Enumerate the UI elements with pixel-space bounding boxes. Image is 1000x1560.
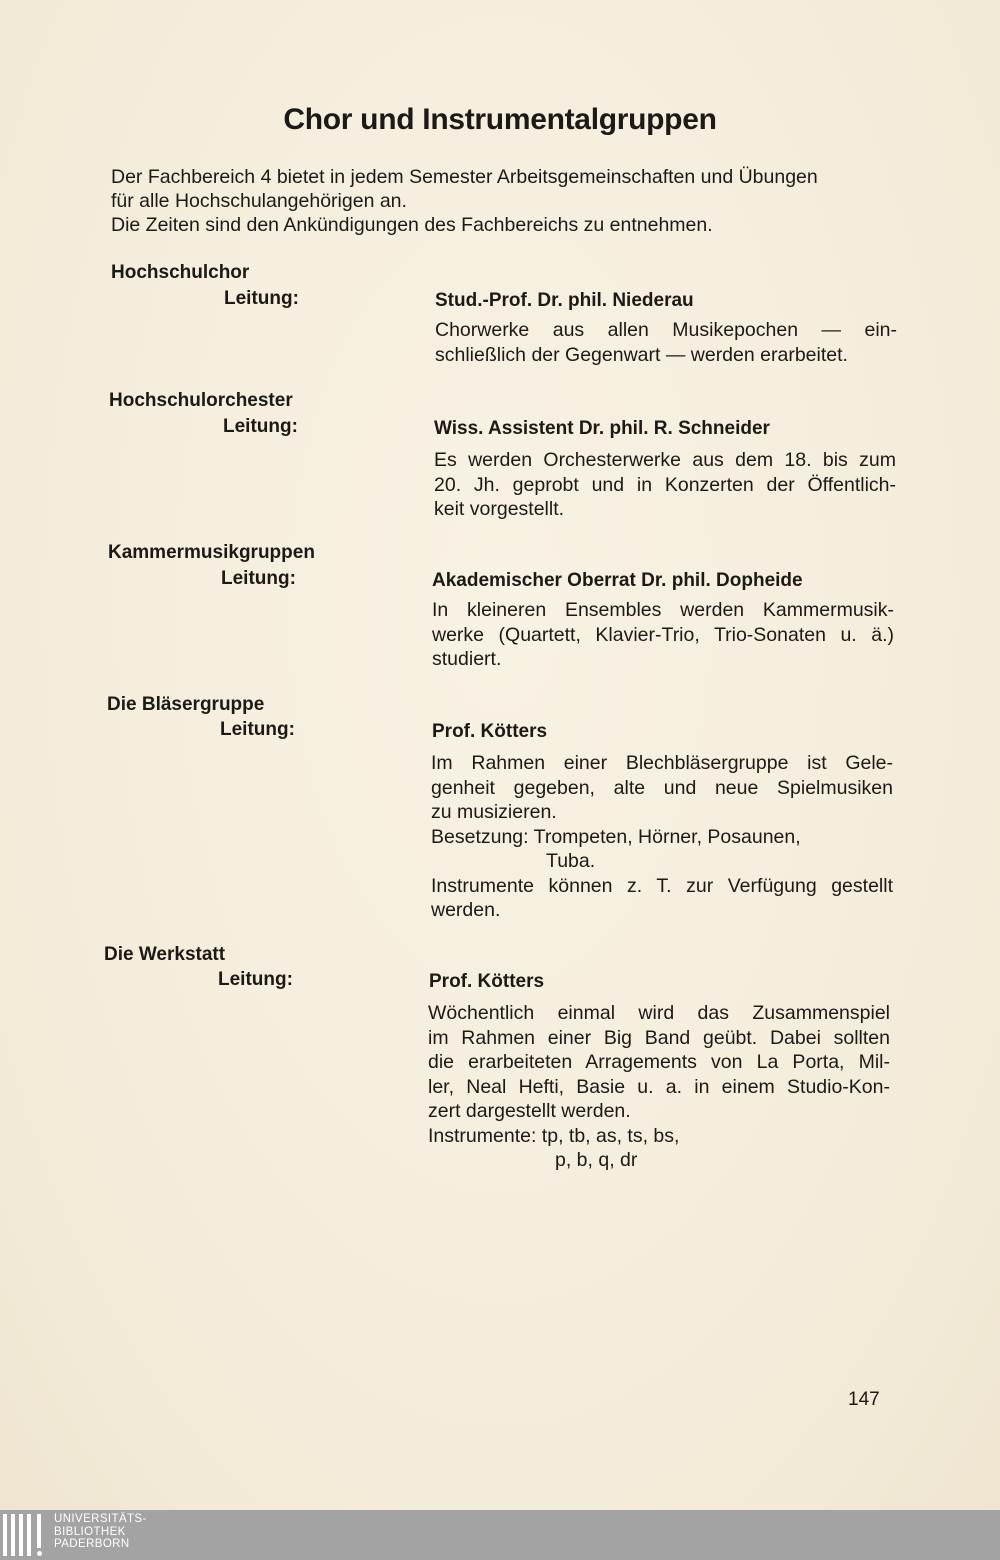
section-leader: Prof. Kötters xyxy=(429,971,545,992)
library-name xyxy=(54,1513,147,1551)
description-line: p, b, q, dr xyxy=(555,1149,638,1171)
page-title: Chor und Instrumentalgruppen xyxy=(283,103,717,136)
page-number: 147 xyxy=(848,1389,880,1410)
section-leader: Stud.-Prof. Dr. phil. Niederau xyxy=(435,290,694,311)
intro-line: für alle Hochschulangehörigen an. xyxy=(111,190,407,212)
description-line: keit vorgestellt. xyxy=(434,498,565,520)
description-line: genheit gegeben, alte und neue Spielmusiken xyxy=(431,776,893,799)
description-line: studiert. xyxy=(432,648,502,670)
leitung-label: Leitung: xyxy=(224,288,299,309)
description-line: In kleineren Ensembles werden Kammermusik- xyxy=(432,599,894,621)
section-heading-hochschulorchester: Hochschulorchester xyxy=(109,390,293,411)
description-line: werke (Quartett, Klavier-Trio, Trio-Sonaten u. ä.) xyxy=(432,623,894,646)
section-leader: Prof. Kötters xyxy=(432,721,548,742)
description-line: Im Rahmen einer Blechbläsergruppe ist Gele- xyxy=(431,752,893,774)
description-line: Es werden Orchesterwerke aus dem 18. bis zum xyxy=(434,449,896,471)
intro-line: Die Zeiten sind den Ankündigungen des Fachbereichs zu entnehmen. xyxy=(111,214,713,236)
section-leader: Akademischer Oberrat Dr. phil. Dopheide xyxy=(432,570,803,591)
library-name-line: PADERBORN xyxy=(54,1538,130,1550)
leitung-label: Leitung: xyxy=(223,416,298,437)
description-line: schließlich der Gegenwart — werden erarbeitet. xyxy=(435,343,848,366)
section-heading-werkstatt: Die Werkstatt xyxy=(104,944,226,965)
leitung-label: Leitung: xyxy=(221,568,296,589)
intro-paragraph xyxy=(111,165,911,237)
section-heading-hochschulchor: Hochschulchor xyxy=(111,262,250,283)
section-description xyxy=(432,598,894,672)
library-name-line: UNIVERSITÄTS- xyxy=(54,1513,147,1525)
description-line: werden. xyxy=(431,899,501,921)
section-description xyxy=(428,1001,890,1173)
description-line: Instrumente: tp, tb, as, ts, bs, xyxy=(428,1124,680,1147)
section-heading-kammermusikgruppen: Kammermusikgruppen xyxy=(108,542,315,563)
leitung-label: Leitung: xyxy=(218,969,293,990)
intro-line: Der Fachbereich 4 bietet in jedem Semester Arbeitsgemeinschaften und Übungen xyxy=(111,166,818,188)
description-line: 20. Jh. geprobt und in Konzerten der Öffentlich- xyxy=(434,473,896,496)
leitung-label: Leitung: xyxy=(220,719,295,740)
library-footer-bar xyxy=(0,1510,1000,1560)
section-heading-blaesergruppe: Die Bläsergruppe xyxy=(107,694,265,715)
description-line: Wöchentlich einmal wird das Zusammenspiel xyxy=(428,1002,890,1024)
section-description xyxy=(431,751,893,923)
description-line: Besetzung: Trompeten, Hörner, Posaunen, xyxy=(431,825,801,848)
description-line: im Rahmen einer Big Band geübt. Dabei sollten xyxy=(428,1026,890,1049)
description-line: Chorwerke aus allen Musikepochen — ein- xyxy=(435,319,897,341)
description-line: ler, Neal Hefti, Basie u. a. in einem Studio-Kon- xyxy=(428,1075,890,1098)
description-line: zu musizieren. xyxy=(431,801,557,823)
section-description xyxy=(434,448,896,522)
section-leader: Wiss. Assistent Dr. phil. R. Schneider xyxy=(434,418,770,439)
section-description xyxy=(435,318,897,367)
description-line: Instrumente können z. T. zur Verfügung gestellt xyxy=(431,874,893,897)
description-line: Tuba. xyxy=(546,850,596,872)
description-line: die erarbeiteten Arragements von La Porta, Mil- xyxy=(428,1051,890,1073)
library-name-line: BIBLIOTHEK xyxy=(54,1525,126,1538)
description-line: zert dargestellt werden. xyxy=(428,1100,631,1122)
